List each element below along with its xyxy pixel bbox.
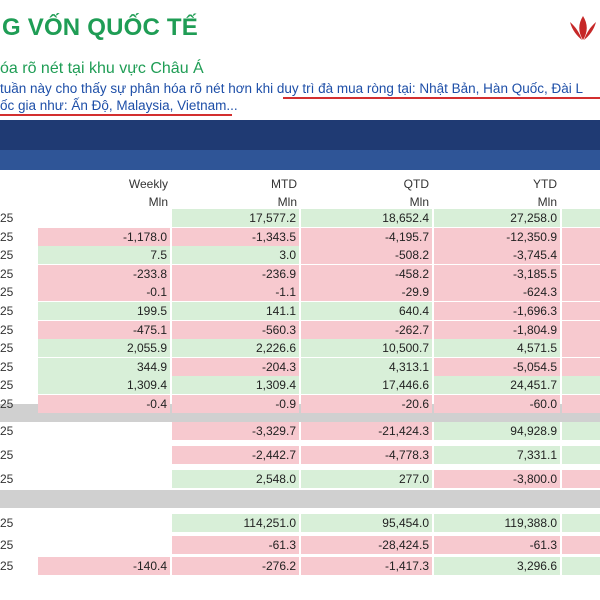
cell-mtd: 2,548.0 — [172, 470, 299, 488]
cell-edge — [562, 302, 600, 320]
row-label: 25 — [0, 359, 14, 374]
row-label: 25 — [0, 285, 14, 300]
cell-mtd: -2,442.7 — [172, 446, 299, 464]
cell-weekly: -140.4 — [38, 557, 170, 575]
cell-ytd: -3,745.4 — [434, 246, 560, 264]
cell-mtd: -1.1 — [172, 283, 299, 301]
row-label: 25 — [0, 211, 14, 225]
cell-qtd: 95,454.0 — [301, 514, 432, 532]
table-row — [0, 535, 600, 555]
cell-edge — [562, 470, 600, 488]
table-row — [0, 421, 600, 441]
cell-ytd: -12,350.9 — [434, 228, 560, 246]
cell-edge — [562, 358, 600, 376]
cell-qtd: -1,417.3 — [301, 557, 432, 575]
cell-weekly: 344.9 — [38, 358, 170, 376]
cell-qtd: -458.2 — [301, 265, 432, 283]
cell-ytd: -3,185.5 — [434, 265, 560, 283]
cell-mtd: -1,343.5 — [172, 228, 299, 246]
table-row — [0, 375, 600, 395]
table-row — [0, 556, 600, 576]
cell-weekly: 7.5 — [38, 246, 170, 264]
row-label: 25 — [0, 322, 14, 337]
cell-edge — [562, 283, 600, 301]
cell-mtd: -236.9 — [172, 265, 299, 283]
cell-edge — [562, 246, 600, 264]
section-subtitle: óa rõ nét tại khu vực Châu Á — [0, 60, 204, 77]
cell-qtd: 10,500.7 — [301, 339, 432, 357]
cell-mtd: 17,577.2 — [172, 209, 299, 227]
cell-ytd: 119,388.0 — [434, 514, 560, 532]
cell-qtd: 17,446.6 — [301, 376, 432, 394]
table-title-band — [0, 120, 600, 150]
cell-edge — [562, 265, 600, 283]
cell-qtd: -28,424.5 — [301, 536, 432, 554]
cell-ytd: -5,054.5 — [434, 358, 560, 376]
cell-qtd: -4,778.3 — [301, 446, 432, 464]
cell-qtd: -21,424.3 — [301, 422, 432, 440]
cell-weekly — [38, 422, 170, 440]
cell-weekly: 2,055.9 — [38, 339, 170, 357]
cell-edge — [562, 228, 600, 246]
cell-ytd: -1,804.9 — [434, 321, 560, 339]
cell-qtd: -508.2 — [301, 246, 432, 264]
cell-edge — [562, 321, 600, 339]
cell-mtd: 2,226.6 — [172, 339, 299, 357]
cell-weekly: -0.1 — [38, 283, 170, 301]
cell-mtd: -204.3 — [172, 358, 299, 376]
table-row — [0, 513, 600, 533]
note-line-1: tuần này cho thấy sự phân hóa rõ nét hơn khi duy trì đà mua ròng tại: Nhật Bản, Hàn Quốc, Đài L — [0, 81, 583, 96]
row-label: 25 — [0, 538, 14, 552]
table-row — [0, 338, 600, 358]
cell-edge — [562, 536, 600, 554]
cell-edge — [562, 339, 600, 357]
cell-weekly: 199.5 — [38, 302, 170, 320]
column-header-qtd: QTD Mln — [403, 177, 429, 209]
row-label: 25 — [0, 248, 14, 263]
cell-ytd: -1,696.3 — [434, 302, 560, 320]
table-row — [0, 264, 600, 284]
table-row — [0, 301, 600, 321]
cell-weekly: -475.1 — [38, 321, 170, 339]
cell-ytd: 4,571.5 — [434, 339, 560, 357]
cell-edge — [562, 209, 600, 227]
cell-weekly: -233.8 — [38, 265, 170, 283]
cell-mtd: -3,329.7 — [172, 422, 299, 440]
row-label: 25 — [0, 304, 14, 318]
table-row — [0, 357, 600, 377]
cell-mtd: 114,251.0 — [172, 514, 299, 532]
cell-qtd: 277.0 — [301, 470, 432, 488]
cell-weekly: -0.4 — [38, 395, 170, 413]
cell-ytd: -3,800.0 — [434, 470, 560, 488]
page-title: G VỐN QUỐC TẾ — [2, 14, 198, 41]
cell-mtd: -276.2 — [172, 557, 299, 575]
table-row — [0, 227, 600, 247]
cell-weekly — [38, 536, 170, 554]
table-row — [0, 208, 600, 228]
row-label: 25 — [0, 448, 14, 462]
row-label: 25 — [0, 378, 14, 393]
cell-weekly: 1,309.4 — [38, 376, 170, 394]
cell-mtd: -61.3 — [172, 536, 299, 554]
cell-weekly — [38, 514, 170, 532]
row-label: 25 — [0, 341, 14, 356]
table-subtitle-band — [0, 150, 600, 170]
cell-ytd: -61.3 — [434, 536, 560, 554]
cell-qtd: 18,652.4 — [301, 209, 432, 227]
lotus-logo-icon — [566, 10, 600, 50]
table-row — [0, 320, 600, 340]
cell-mtd: -0.9 — [172, 395, 299, 413]
cell-edge — [562, 422, 600, 440]
cell-ytd: 94,928.9 — [434, 422, 560, 440]
cell-mtd: -560.3 — [172, 321, 299, 339]
cell-mtd: 3.0 — [172, 246, 299, 264]
cell-weekly — [38, 209, 170, 227]
row-label: 25 — [0, 472, 14, 486]
cell-weekly — [38, 446, 170, 464]
table-row — [0, 394, 600, 414]
cell-weekly — [38, 470, 170, 488]
table-row — [0, 445, 600, 465]
cell-ytd: 7,331.1 — [434, 446, 560, 464]
cell-edge — [562, 557, 600, 575]
cell-ytd: 3,296.6 — [434, 557, 560, 575]
cell-mtd: 1,309.4 — [172, 376, 299, 394]
column-header-ytd: YTD Mln — [533, 177, 557, 209]
cell-edge — [562, 376, 600, 394]
row-label: 25 — [0, 424, 14, 438]
cell-ytd: 24,451.7 — [434, 376, 560, 394]
cell-qtd: -262.7 — [301, 321, 432, 339]
row-label: 25 — [0, 559, 14, 573]
row-label: 25 — [0, 266, 14, 281]
cell-ytd: -60.0 — [434, 395, 560, 413]
table-row — [0, 282, 600, 302]
cell-qtd: 4,313.1 — [301, 358, 432, 376]
cell-weekly: -1,178.0 — [38, 228, 170, 246]
column-header-weekly: Weekly Mln — [128, 177, 168, 209]
column-header-mtd: MTD Mln — [271, 177, 297, 209]
cell-qtd: -29.9 — [301, 283, 432, 301]
note-line-2: ốc gia như: Ấn Độ, Malaysia, Vietnam... — [0, 98, 238, 113]
cell-ytd: 27,258.0 — [434, 209, 560, 227]
cell-qtd: -20.6 — [301, 395, 432, 413]
table-row — [0, 469, 600, 489]
cell-edge — [562, 446, 600, 464]
row-label: 25 — [0, 397, 14, 411]
table-row — [0, 245, 600, 265]
highlight-underline — [283, 97, 600, 99]
group-separator — [0, 490, 600, 508]
cell-edge — [562, 514, 600, 532]
highlight-underline — [0, 114, 232, 116]
cell-ytd: -624.3 — [434, 283, 560, 301]
cell-qtd: -4,195.7 — [301, 228, 432, 246]
cell-edge — [562, 395, 600, 413]
row-label: 25 — [0, 229, 14, 244]
cell-mtd: 141.1 — [172, 302, 299, 320]
cell-qtd: 640.4 — [301, 302, 432, 320]
row-label: 25 — [0, 516, 14, 530]
